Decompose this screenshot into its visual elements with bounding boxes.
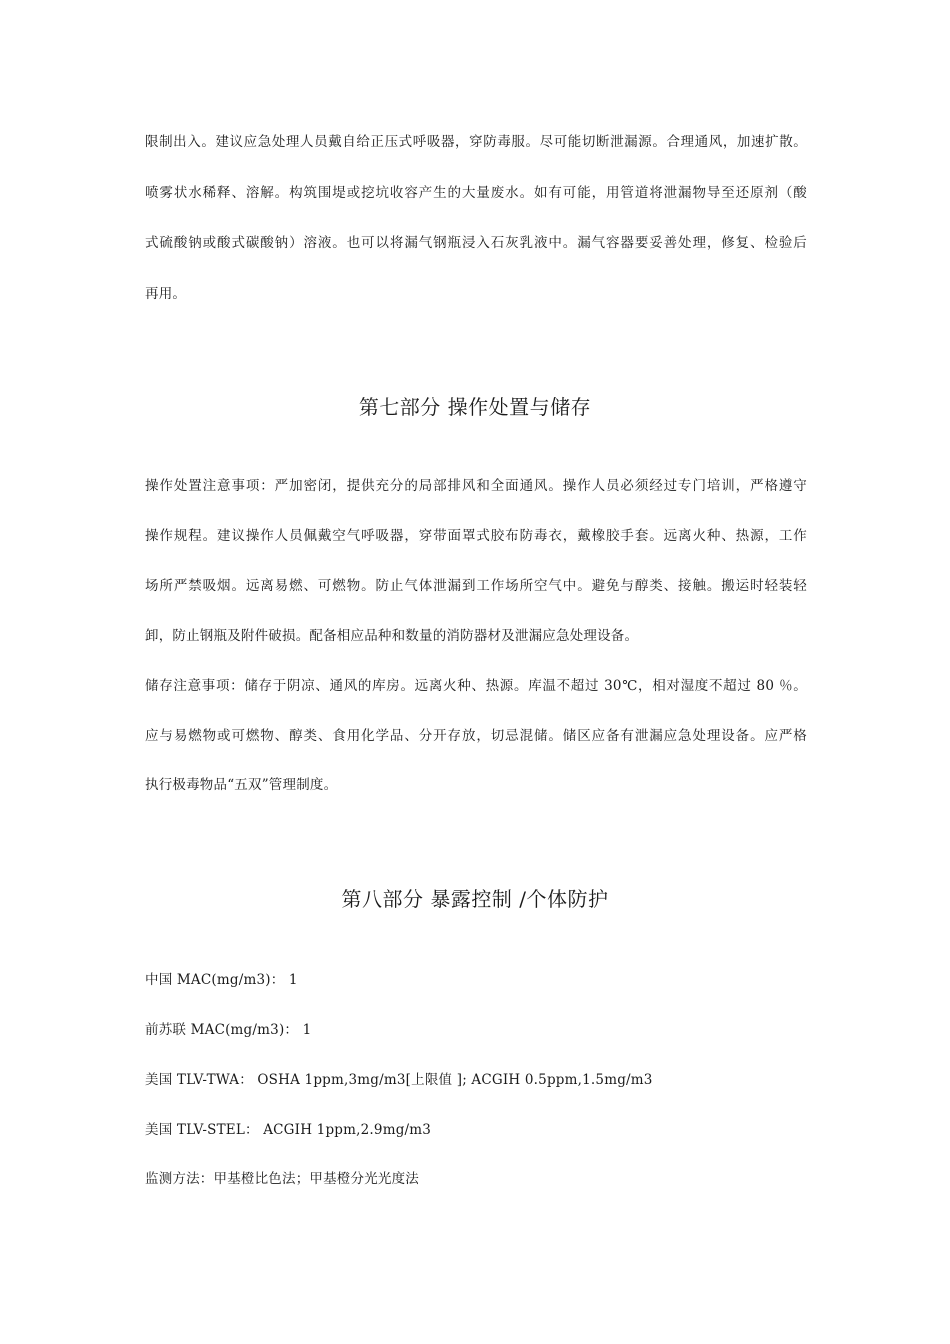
paragraph-line: 应与易燃物或可燃物、醇类、食用化学品、分开存放，切忌混储。储区应备有泄漏应急处理设备。应严格 <box>145 728 807 744</box>
paragraph-line: 场所严禁吸烟。远离易燃、可燃物。防止气体泄漏到工作场所空气中。避免与醇类、接触。搬运时轻装轻 <box>145 578 807 594</box>
section8-title: 第八部分 暴露控制 /个体防护 <box>341 887 609 911</box>
section7-title: 第七部分 操作处置与储存 <box>358 395 592 419</box>
paragraph-line: 再用。 <box>145 286 187 302</box>
paragraph-line: 操作规程。建议操作人员佩戴空气呼吸器，穿带面罩式胶布防毒衣，戴橡胶手套。远离火种、热源，工作 <box>145 528 807 544</box>
paragraph-line: 喷雾状水稀释、溶解。构筑围堤或挖坑收容产生的大量废水。如有可能，用管道将泄漏物导至还原剂（酸 <box>145 185 807 201</box>
exposure-item: 监测方法：甲基橙比色法；甲基橙分光光度法 <box>145 1171 419 1187</box>
exposure-item: 中国 MAC(mg/m3)： 1 <box>145 972 298 988</box>
paragraph-line: 卸，防止钢瓶及附件破损。配备相应品种和数量的消防器材及泄漏应急处理设备。 <box>145 628 639 644</box>
paragraph-line: 式硫酸钠或酸式碳酸钠）溶液。也可以将漏气钢瓶浸入石灰乳液中。漏气容器要妥善处理，修复、检验后 <box>145 235 807 251</box>
paragraph-line: 限制出入。建议应急处理人员戴自给正压式呼吸器，穿防毒服。尽可能切断泄漏源。合理通风，加速扩散。 <box>145 134 807 150</box>
exposure-item: 美国 TLV-TWA： OSHA 1ppm,3mg/m3[上限值 ]; ACGIH 0.5ppm,1.5mg/m3 <box>145 1072 653 1088</box>
paragraph-line: 执行极毒物品“五双”管理制度。 <box>145 777 338 793</box>
paragraph-line: 操作处置注意事项：严加密闭，提供充分的局部排风和全面通风。操作人员必须经过专门培训，严格遵守 <box>145 478 807 494</box>
exposure-item: 美国 TLV-STEL： ACGIH 1ppm,2.9mg/m3 <box>145 1122 432 1138</box>
paragraph-line: 储存注意事项：储存于阴凉、通风的库房。远离火种、热源。库温不超过 30℃，相对湿度不超过 80 ％。 <box>145 678 807 694</box>
exposure-item: 前苏联 MAC(mg/m3)： 1 <box>145 1022 312 1038</box>
